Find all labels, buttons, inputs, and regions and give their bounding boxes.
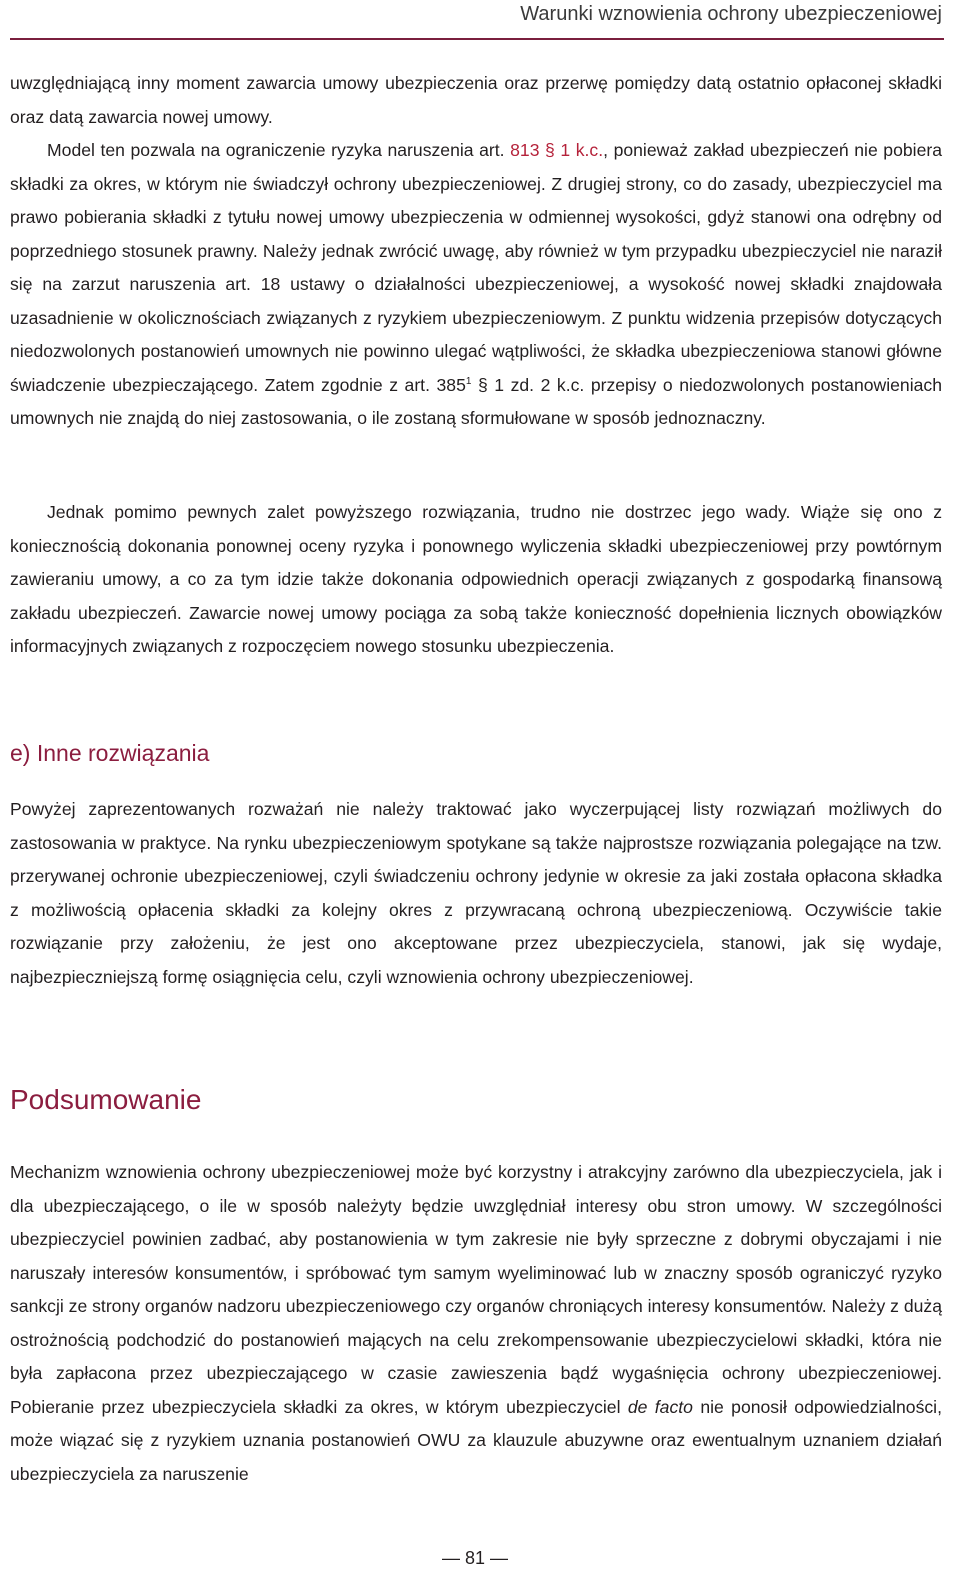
section-heading-other-solutions: e) Inne rozwiązania [10,740,210,766]
paragraph-continuation: uwzględniającą inny moment zawarcia umowy ubezpieczenia oraz przerwę pomiędzy datą ostatnio opłaconej składki oraz datą zawarcia nowej umowy. [10,73,942,127]
paragraph-text: , ponieważ zakład ubezpieczeń nie pobiera składki za okres, w którym nie świadczył ochrony ubezpieczeniowej. Z drugiej strony, co do zasady, ubezpieczyciel ma prawo pobierania składki z tytułu nowej umowy ubezpieczenia w odmiennej wysokości, gdyż stanowi ona odrębny od poprzedniego stosunek prawny. Należy jednak zwrócić uwagę, aby również w tym przypadku ubezpieczyciel nie naraził się na zarzut naruszenia art. 18 ustawy o działalności ubezpieczeniowej, a wysokość nowej składki znajdowała uzasadnienie w okolicznościach związanych z ryzykiem ubezpieczeniowym. Z punktu widzenia przepisów dotyczących niedozwolonych postanowień umownych nie powinno ulegać wątpliwości, że składka ubezpieczeniowa stanowi główne świadczenie ubezpieczającego. Zatem zgodnie z art. 385 [10,140,943,395]
paragraph-text: Mechanizm wznowienia ochrony ubezpieczeniowej może być korzystny i atrakcyjny zarówno dla ubezpieczyciela, jak i dla ubezpieczającego, o ile w sposób należyty będzie uwzględniał interesy obu stron umowy. W szczególności ubezpieczyciel powinien zadbać, aby postanowienia w tym zakresie nie były sprzeczne z dobrymi obyczajami i nie naruszały interesów konsumentów, i spróbować tym samym wyeliminować lub w znaczny sposób ograniczyć ryzyko sankcji ze strony organów nadzoru ubezpieczeniowego czy organów chroniących interesy konsumentów. Należy z dużą ostrożnością podchodzić do postanowień mających na celu zrekompensowanie ubezpieczycielowi składki, która nie była zapłacona przez ubezpieczającego w czasie zawieszenia bądź wygaśnięcia ochrony ubezpieczeniowej. Pobieranie przez ubezpieczyciela składki za okres, w którym ubezpieczyciel [10,1162,942,1417]
header-divider [10,38,944,40]
paragraph-drawbacks: Jednak pomimo pewnych zalet powyższego rozwiązania, trudno nie dostrzec jego wady. Wiąże się ono z koniecznością dokonania ponownej oceny ryzyka i ponownego wyliczenia składki ubezpieczeniowej przy powtórnym zawieraniu umowy, a co za tym idzie także dokonania odpowiednich operacji związanych z gospodarką finansową zakładu ubezpieczeń. Zawarcie nowej umowy pociąga za sobą także konieczność dopełnienia licznych obowiązków informacyjnych związanych z rozpoczęciem nowego stosunku ubezpieczenia. [10,502,942,656]
paragraph-text: nie ponosił odpowiedzialności, może wiązać się z ryzykiem uznania postanowień OWU za klauzule abuzywne oraz ewentualnym uznaniem działań ubezpieczyciela za naruszenie [10,1396,942,1484]
paragraph-text: Model ten pozwala na ograniczenie ryzyka naruszenia art. [47,140,511,160]
page-number: — 81 — [441,1548,509,1568]
legal-reference-link[interactable]: 813 § 1 k.c. [510,140,604,160]
superscript: 1 [465,375,472,387]
paragraph-other-solutions: Powyżej zaprezentowanych rozważań nie należy traktować jako wyczerpującej listy rozwiązań możliwych do zastosowania w praktyce. Na rynku ubezpieczeniowym spotykane są także najprostsze rozwiązania polegające na tzw. przerywanej ochronie ubezpieczeniowej, czyli świadczeniu ochrony jedynie w okresie za jaki została opłacona składka z możliwością opłacenia składki za kolejny okres z przywracaną ochroną ubezpieczeniową. Oczywiście takie rozwiązanie przy założeniu, że jest ono akceptowane przez ubezpieczyciela, stanowi, jak się wydaje, najbezpieczniejszą formę osiągnięcia celu, czyli wznowienia ochrony ubezpieczeniowej. [10,799,942,987]
paragraph-text: § 1 zd. 2 k.c. przepisy o niedozwolonych postanowieniach umownych nie znajdą do niej zastosowania, o ile zostaną sformułowane w sposób jednoznaczny. [10,374,942,428]
paragraph-summary [10,1156,942,1491]
paragraph-model [10,134,942,436]
section-heading-summary: Podsumowanie [10,1084,202,1115]
italic-term: de facto [627,1396,693,1417]
running-header: Warunki wznowienia ochrony ubezpieczeniowej [520,3,942,25]
